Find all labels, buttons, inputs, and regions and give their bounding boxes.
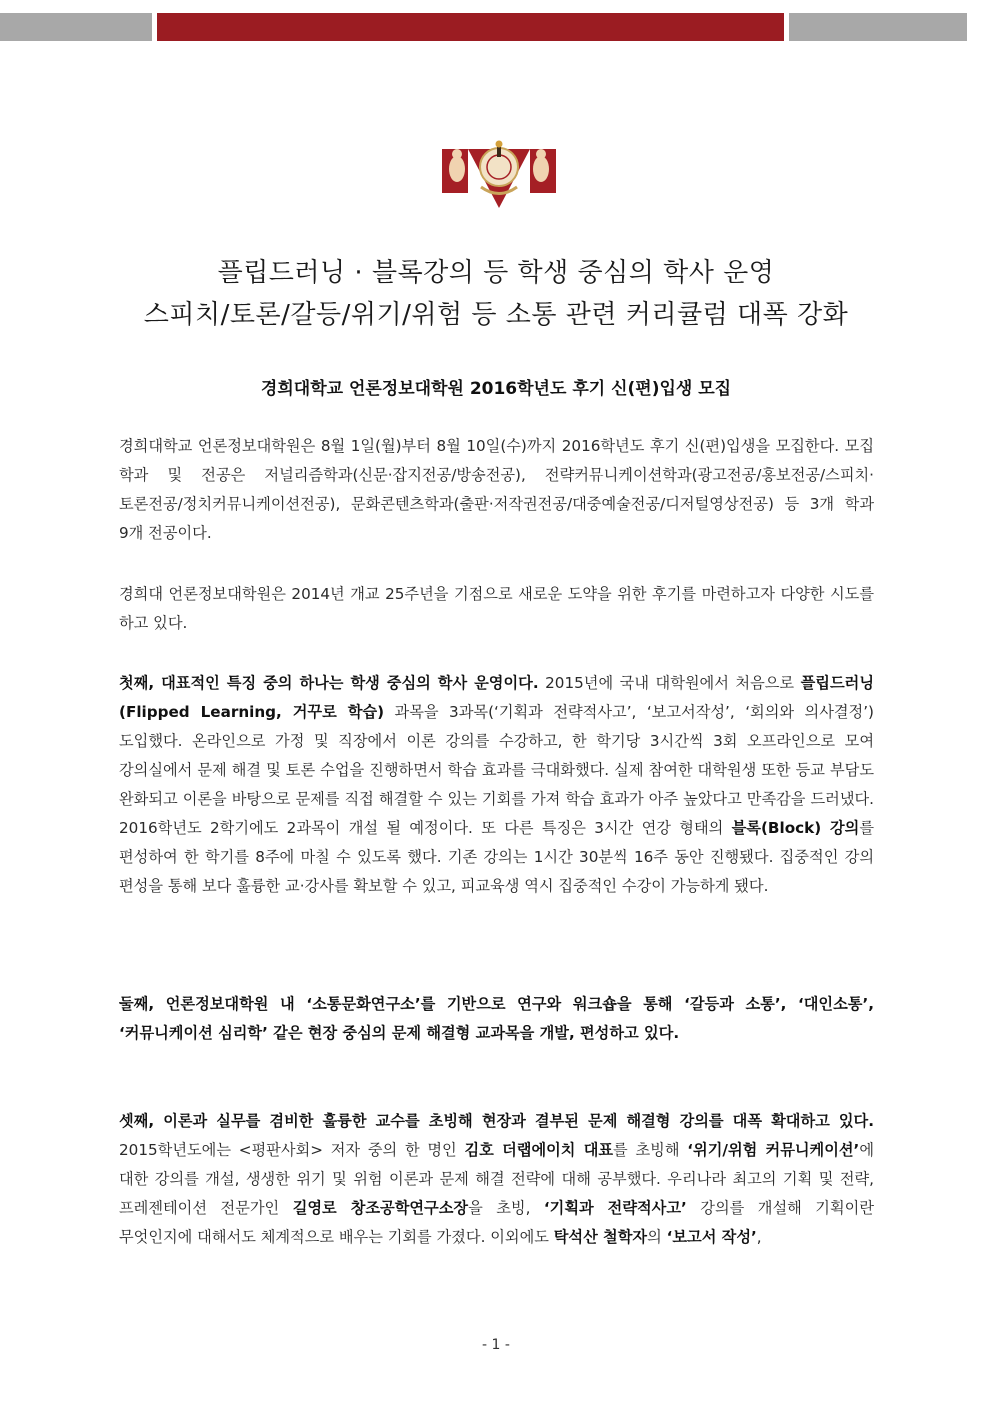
p5-bold-gilyoungro: 길영로 창조공학연구소장: [292, 1199, 469, 1217]
p3-text-1: 2015년에 국내 대학원에서 처음으로: [538, 674, 801, 692]
header-bar-center: [157, 13, 784, 41]
p5-bold-crisis: ‘위기/위험 커뮤니케이션’: [687, 1141, 860, 1159]
p3-text-3: 를 편성하여 한 학기를 8주에 마칠 수 있도록 했다. 기존 강의는 1시간 30분씩 16주 동안 진행됐다. 집중적인 강의 편성을 통해 보다 훌륭한 교·강사를 확보할 수 있고, 피교육생 역시 집중적인 수강이 가능하게 됐다.: [119, 819, 874, 895]
p5-text-3: 에 대한 강의를 개설, 생생한 위기 및 위험 이론과 문제 해결 전략에 대해 공부했다. 우리나라 최고의 기획 및 전략, 프레젠테이션 전문가인: [119, 1141, 874, 1217]
university-seal-icon: [441, 140, 557, 210]
p5-text-4: 을 초빙,: [468, 1199, 544, 1217]
p3-bold-lead: 첫째, 대표적인 특징 중의 하나는 학생 중심의 학사 운영이다.: [119, 674, 539, 692]
p5-bold-lead: 셋째, 이론과 실무를 겸비한 훌륭한 교수를 초빙해 현장과 결부된 문제 해결형 강의를 대폭 확대하고 있다.: [119, 1112, 874, 1130]
header-bar-left: [0, 13, 152, 41]
headline-line-1: 플립드러닝 · 블록강의 등 학생 중심의 학사 운영: [217, 258, 775, 288]
p3-bold-flipped: 플립드러닝(Flipped Learning, 거꾸로 학습): [119, 674, 874, 721]
p5-bold-report: ‘보고서 작성’: [666, 1228, 757, 1246]
p4-bold: 둘째, 언론정보대학원 내 ‘소통문화연구소’를 기반으로 연구와 워크숍을 통해 ‘갈등과 소통’, ‘대인소통’, ‘커뮤니케이션 심리학’ 같은 현장 중심의 문제 해결형 교과목을 개발, 편성하고 있다.: [119, 995, 874, 1042]
p5-bold-tak: 탁석산 철학자: [553, 1228, 648, 1246]
p5-text-7: ,: [756, 1228, 762, 1246]
p5-text-6: 의: [647, 1228, 667, 1246]
p5-text-5: 강의를 개설해 기획이란 무엇인지에 대해서도 체계적으로 배우는 기회를 가졌다. 이외에도: [119, 1199, 874, 1246]
paragraph-5: [119, 1107, 874, 1252]
paragraph-2: 경희대 언론정보대학원은 2014년 개교 25주년을 기점으로 새로운 도약을 위한 후기를 마련하고자 다양한 시도를 하고 있다.: [119, 585, 874, 632]
p5-bold-kimho: 김호 더랩에이치 대표: [464, 1141, 614, 1159]
p5-text-1: 2015학년도에는 <평판사회> 저자 중의 한 명인: [119, 1141, 465, 1159]
subtitle: 경희대학교 언론정보대학원 2016학년도 후기 신(편)입생 모집: [260, 379, 732, 399]
p3-bold-block: 블록(Block) 강의: [731, 819, 860, 837]
p5-bold-planning: ‘기획과 전략적사고’: [543, 1199, 687, 1217]
headline-line-2: 스피치/토론/갈등/위기/위험 등 소통 관련 커리큘럼 대폭 강화: [143, 300, 849, 330]
p5-text-2: 를 초빙해: [613, 1141, 688, 1159]
p3-text-2: 과목을 3과목(‘기획과 전략적사고’, ‘보고서작성’, ‘회의와 의사결정’) 도입했다. 온라인으로 가정 및 직장에서 이론 강의를 수강하고, 한 학기당 3시간씩 3회 오프라인으로 모여 강의실에서 문제 해결 및 토론 수업을 진행하면서 학습 효과를 극대화했다. 실제 참여한 대학원생 또한 등교 부담도 완화되고 이론을 바탕으로 문제를 직접 해결할 수 있는 기회를 가져 학습 효과가 아주 높았다고 만족감을 드러냈다. 2016학년도 2학기에도 2과목이 개설 될 예정이다. 또 다른 특징은 3시간 연강 형태의: [119, 703, 874, 837]
paragraph-1: 경희대학교 언론정보대학원은 8월 1일(월)부터 8월 10일(수)까지 2016학년도 후기 신(편)입생을 모집한다. 모집 학과 및 전공은 저널리즘학과(신문·잡지전공/방송전공), 전략커뮤니케이션학과(광고전공/홍보전공/스피치·토론전공/정치커뮤니케이션전공), 문화콘텐츠학과(출판·저작권전공/대중예술전공/디저털영상전공) 등 3개 학과 9개 전공이다.: [119, 437, 874, 542]
page-number: - 1 -: [482, 1337, 510, 1353]
paragraph-4: [119, 990, 874, 1048]
paragraph-3: [119, 669, 874, 901]
header-bar-right: [789, 13, 967, 41]
